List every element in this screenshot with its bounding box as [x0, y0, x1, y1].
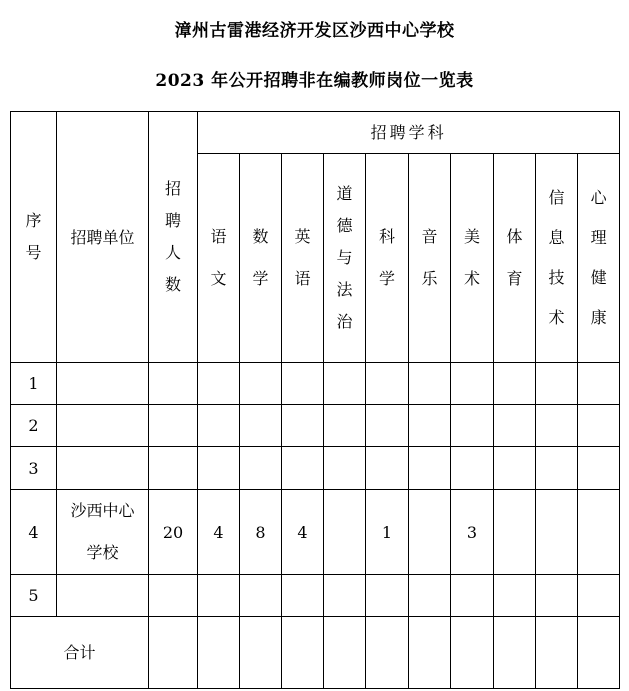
header-subject-math: 数学 — [240, 154, 282, 363]
total-cell — [536, 617, 578, 689]
header-subject-english: 英语 — [282, 154, 324, 363]
row-cell — [578, 447, 620, 490]
header-subjects-group: 招聘学科 — [198, 112, 620, 154]
row-cell — [494, 447, 536, 490]
row-cell — [240, 575, 282, 617]
header-unit: 招聘单位 — [57, 112, 149, 363]
header-subject-art: 美术 — [451, 154, 494, 363]
row-unit — [57, 363, 149, 405]
row-cell: 1 — [366, 490, 409, 575]
row-cell: 8 — [240, 490, 282, 575]
row-cell — [536, 575, 578, 617]
row-cell — [494, 575, 536, 617]
row-cell — [409, 575, 451, 617]
row-cell — [578, 405, 620, 447]
row-seq: 2 — [11, 405, 57, 447]
row-cell — [451, 575, 494, 617]
total-cell — [366, 617, 409, 689]
row-cell — [366, 575, 409, 617]
table-row — [11, 575, 620, 617]
row-cell — [409, 490, 451, 575]
row-cell — [324, 447, 366, 490]
row-cell — [324, 575, 366, 617]
row-cell — [324, 490, 366, 575]
document-title-line2: 2023 年公开招聘非在编教师岗位一览表 — [155, 71, 474, 91]
row-cell — [282, 447, 324, 490]
row-cell — [240, 363, 282, 405]
row-cell — [409, 447, 451, 490]
total-cell — [578, 617, 620, 689]
row-cell — [536, 405, 578, 447]
header-seq: 序号 — [11, 112, 57, 363]
row-cell — [282, 405, 324, 447]
row-cell — [409, 363, 451, 405]
row-cell — [282, 575, 324, 617]
total-row — [11, 617, 620, 689]
row-cell — [282, 363, 324, 405]
total-cell — [324, 617, 366, 689]
row-cell — [366, 405, 409, 447]
row-cell — [198, 575, 240, 617]
row-cell — [240, 447, 282, 490]
table-row — [11, 447, 620, 490]
row-count: 20 — [149, 490, 198, 575]
row-seq: 1 — [11, 363, 57, 405]
row-cell: 4 — [282, 490, 324, 575]
header-subject-it: 信息技术 — [536, 154, 578, 363]
row-count — [149, 575, 198, 617]
row-cell — [451, 405, 494, 447]
row-cell — [409, 405, 451, 447]
total-cell — [282, 617, 324, 689]
row-cell: 3 — [451, 490, 494, 575]
header-count: 招聘人数 — [149, 112, 198, 363]
document-title-line1: 漳州古雷港经济开发区沙西中心学校 — [174, 21, 455, 41]
table-row — [11, 363, 620, 405]
row-unit — [57, 575, 149, 617]
total-label: 合计 — [11, 617, 149, 689]
header-subject-music: 音乐 — [409, 154, 451, 363]
total-cell — [451, 617, 494, 689]
row-cell — [324, 363, 366, 405]
total-cell — [198, 617, 240, 689]
row-cell — [240, 405, 282, 447]
row-cell — [536, 447, 578, 490]
recruitment-table — [10, 111, 620, 689]
row-cell — [451, 447, 494, 490]
row-cell: 4 — [198, 490, 240, 575]
row-count — [149, 447, 198, 490]
row-count — [149, 405, 198, 447]
row-cell — [578, 363, 620, 405]
row-seq: 4 — [11, 490, 57, 575]
total-count — [149, 617, 198, 689]
table-row — [11, 490, 620, 575]
row-cell — [451, 363, 494, 405]
row-cell — [198, 363, 240, 405]
total-cell — [494, 617, 536, 689]
header-subject-psych: 心理健康 — [578, 154, 620, 363]
row-cell — [366, 363, 409, 405]
row-cell — [198, 405, 240, 447]
row-cell — [324, 405, 366, 447]
row-cell — [494, 363, 536, 405]
row-seq: 3 — [11, 447, 57, 490]
row-cell — [536, 363, 578, 405]
total-cell — [409, 617, 451, 689]
header-subject-science: 科学 — [366, 154, 409, 363]
row-unit — [57, 405, 149, 447]
header-subject-chinese: 语文 — [198, 154, 240, 363]
row-cell — [366, 447, 409, 490]
row-cell — [536, 490, 578, 575]
row-cell — [578, 575, 620, 617]
table-row — [11, 405, 620, 447]
header-subject-morality-law: 道德与法治 — [324, 154, 366, 363]
header-subject-pe: 体育 — [494, 154, 536, 363]
row-cell — [494, 490, 536, 575]
row-unit — [57, 447, 149, 490]
row-count — [149, 363, 198, 405]
row-cell — [494, 405, 536, 447]
row-cell — [198, 447, 240, 490]
row-seq: 5 — [11, 575, 57, 617]
row-unit: 沙西中心学校 — [57, 490, 149, 575]
row-cell — [578, 490, 620, 575]
total-cell — [240, 617, 282, 689]
